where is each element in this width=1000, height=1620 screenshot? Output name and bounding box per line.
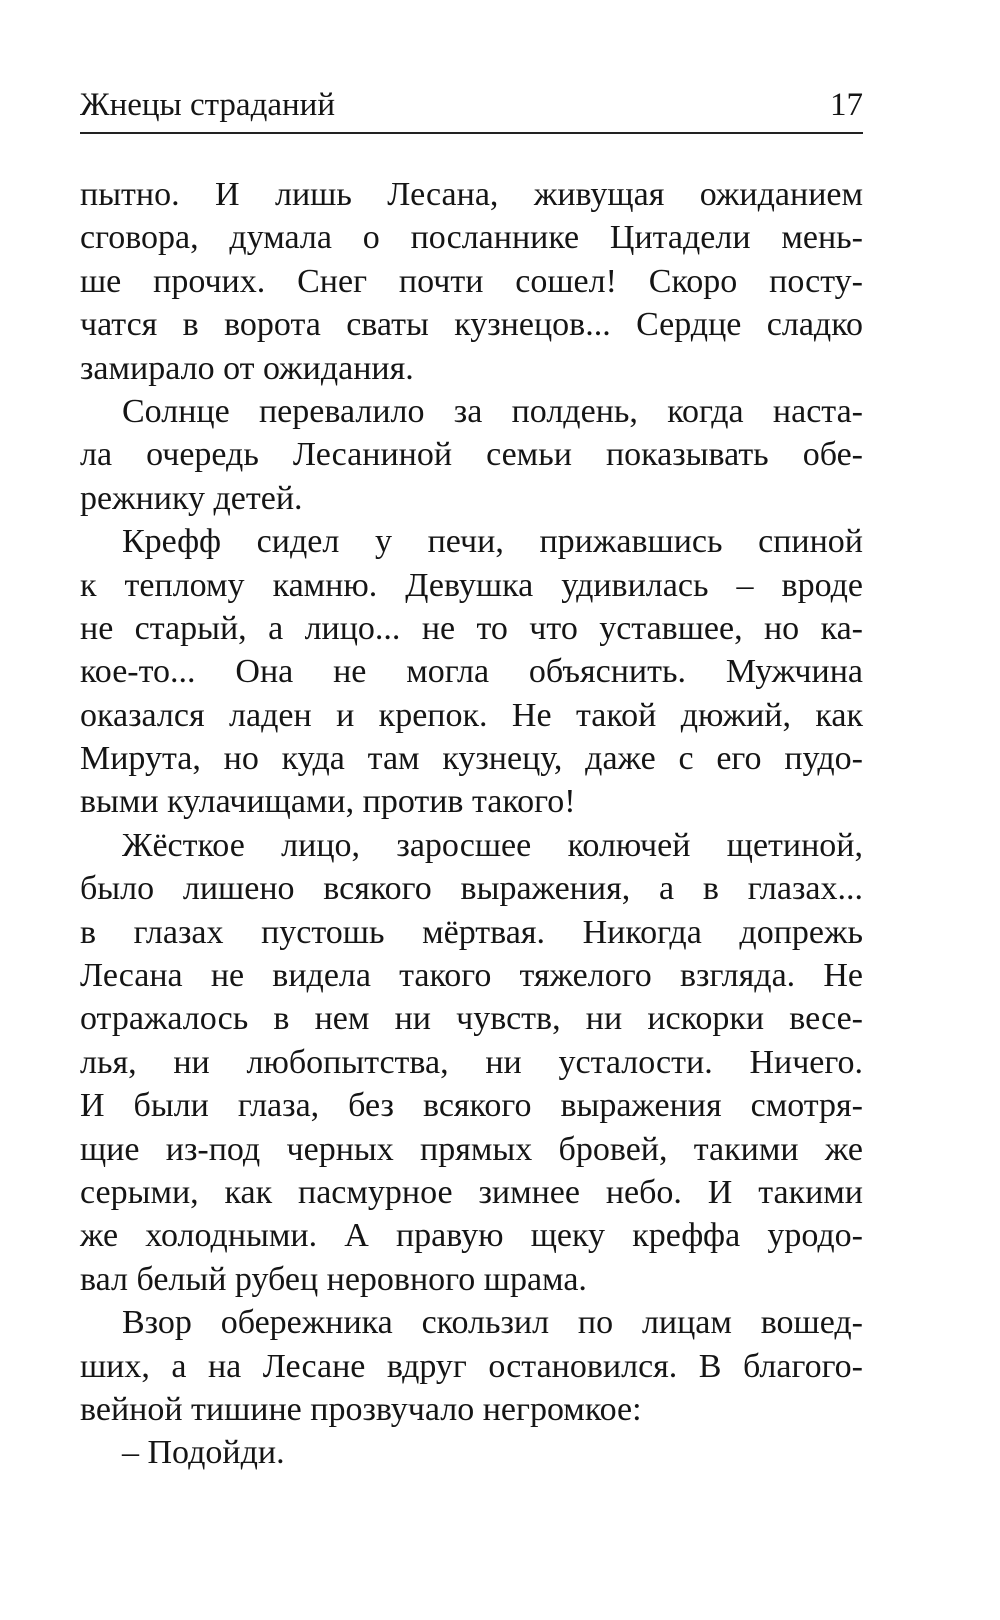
text-line: Солнце перевалило за полдень, когда наста- — [122, 392, 863, 430]
text-line: лья, ни любопытства, ни усталости. Ничего. — [80, 1043, 863, 1081]
text-line: Взор обережника скользил по лицам вошед- — [122, 1304, 863, 1342]
paragraph — [80, 173, 863, 390]
text-line: ше прочих. Снег почти сошел! Скоро посту- — [80, 262, 863, 300]
text-line: кое-то... Она не могла объяснить. Мужчина — [80, 653, 863, 691]
text-line: режнику детей. — [80, 479, 303, 517]
text-line: Лесана не видела такого тяжелого взгляда. Не — [80, 957, 863, 995]
text-line: к теплому камню. Девушка удивилась – вроде — [80, 566, 863, 604]
text-line: выми кулачищами, против такого! — [80, 783, 576, 821]
paragraph — [80, 1431, 863, 1474]
paragraph — [80, 1301, 863, 1431]
text-line: И были глаза, без всякого выражения смотря- — [80, 1087, 863, 1125]
text-line: – Подойди. — [122, 1434, 285, 1472]
text-line: Крефф сидел у печи, прижавшись спиной — [122, 523, 863, 561]
paragraph — [80, 520, 863, 824]
text-line: щие из-под черных прямых бровей, такими же — [80, 1130, 863, 1168]
text-line: чатся в ворота сваты кузнецов... Сердце сладко — [80, 306, 863, 344]
text-line: в глазах пустошь мёртвая. Никогда допрежь — [80, 913, 863, 951]
text-line: ших, а на Лесане вдруг остановился. В благого- — [80, 1347, 863, 1385]
text-line: сговора, думала о посланнике Цитадели мень- — [80, 219, 863, 257]
text-line: вейной тишине прозвучало негромкое: — [80, 1390, 642, 1428]
text-line: отражалось в нем ни чувств, ни искорки весе- — [80, 1000, 863, 1038]
running-header — [80, 82, 863, 134]
text-line: оказался ладен и крепок. Не такой дюжий, как — [80, 696, 863, 734]
text-line: вал белый рубец неровного шрама. — [80, 1260, 587, 1298]
text-line: пытно. И лишь Лесана, живущая ожиданием — [80, 176, 863, 213]
text-line: ла очередь Лесаниной семьи показывать обе- — [80, 436, 863, 474]
text-line: было лишено всякого выражения, а в глазах... — [80, 870, 863, 908]
text-line: Мирута, но куда там кузнецу, даже с его пудо- — [80, 740, 863, 778]
text-line: не старый, а лицо... не то что уставшее, но ка- — [80, 609, 863, 647]
text-line: же холодными. А правую щеку креффа уродо- — [80, 1217, 863, 1255]
page-number: 17 — [830, 87, 863, 123]
paragraph — [80, 824, 863, 1301]
text-line: серыми, как пасмурное зимнее небо. И такими — [80, 1173, 863, 1211]
paragraph — [80, 390, 863, 520]
text-line: Жёсткое лицо, заросшее колючей щетиной, — [122, 826, 863, 864]
book-title: Жнецы страданий — [80, 87, 335, 123]
body-text — [80, 173, 863, 1475]
text-line: замирало от ожидания. — [80, 349, 414, 387]
